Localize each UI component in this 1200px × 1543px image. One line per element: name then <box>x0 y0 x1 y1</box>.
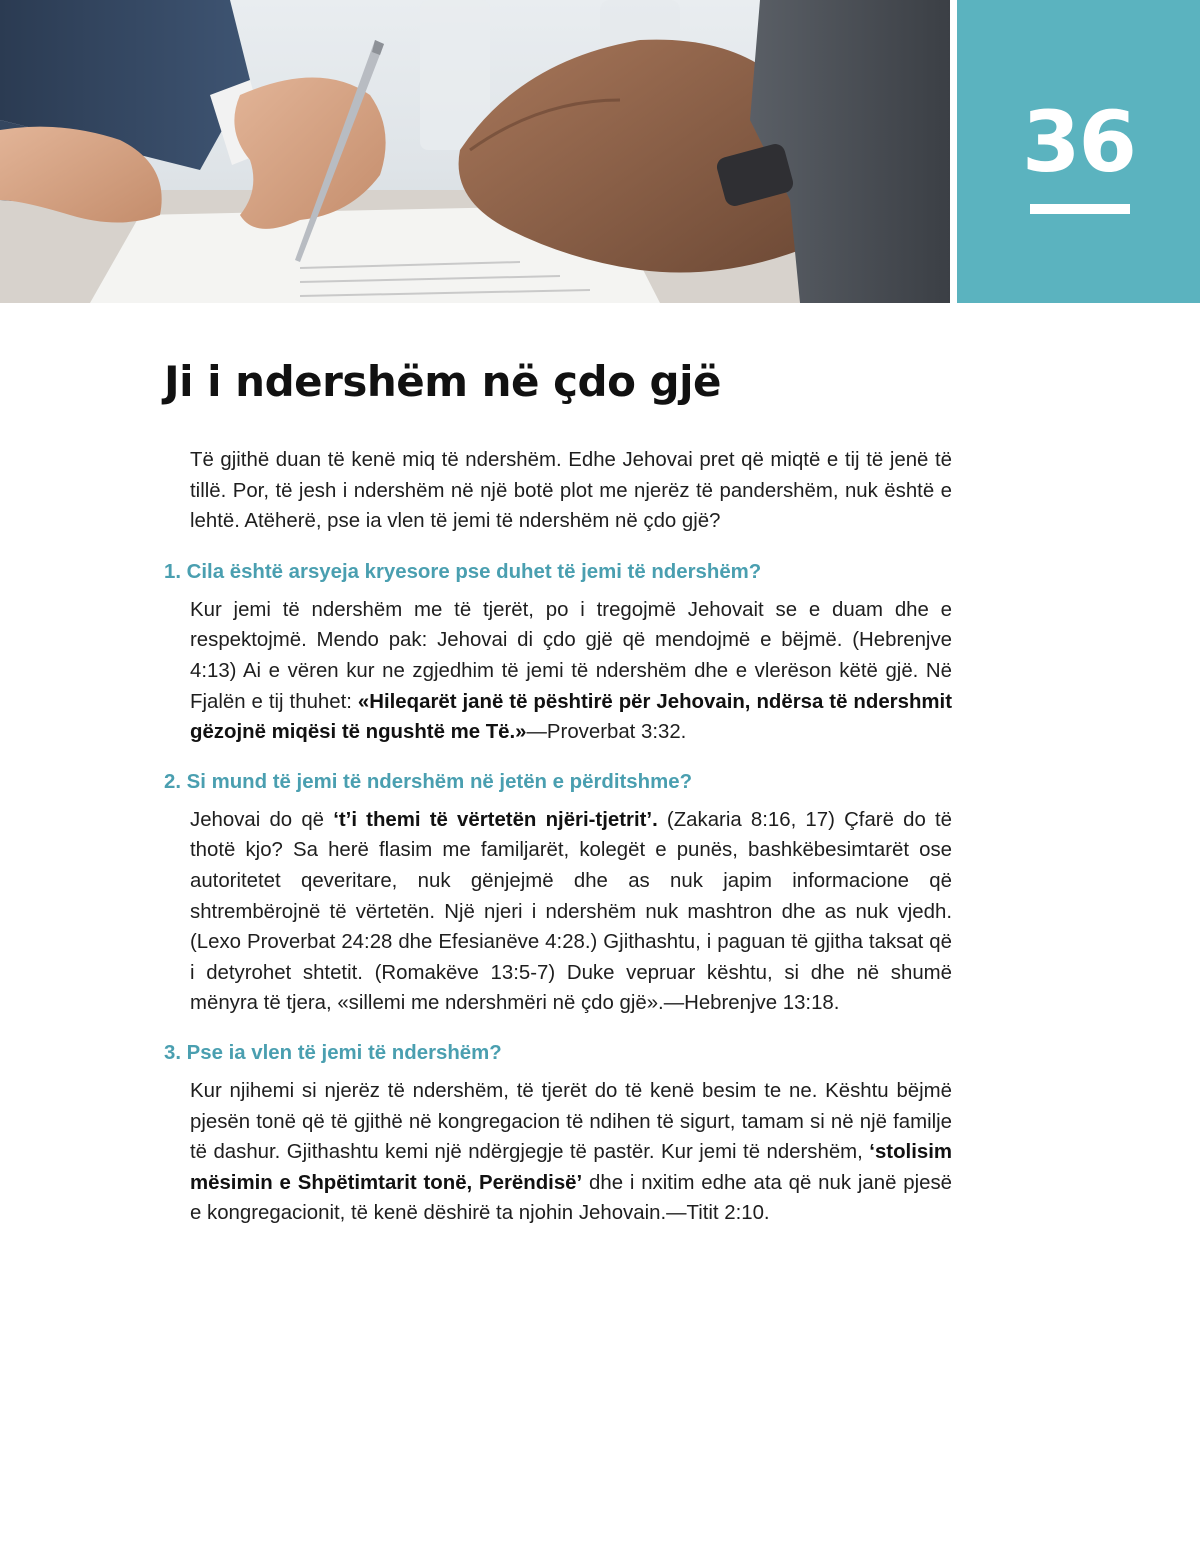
question-2: 2. Si mund të jemi të ndershëm në jetën e përditshme? <box>164 770 693 793</box>
lesson-number-badge <box>957 0 1200 303</box>
question-3: 3. Pse ia vlen të jemi të ndershëm? <box>164 1041 502 1064</box>
hero-photo <box>0 0 950 303</box>
answer-3-text: Kur njihemi si njerëz të ndershëm, të tjerët do të kenë besim te ne. Kështu bëjmë pjesën tonë që të gjithë në kongregacion të ndihen të sigurt, tamam si në një familje të dashur. Gjithashtu kemi një ndërgjegje të pastër. Kur jemi të ndershëm, <box>190 1079 952 1164</box>
question-1: 1. Cila është arsyeja kryesore pse duhet të jemi të ndershëm? <box>164 560 762 583</box>
answer-3 <box>190 1076 952 1229</box>
section-3 <box>164 1038 952 1229</box>
answer-1-reference: —Proverbat 3:32. <box>526 721 687 744</box>
answer-2-scripture: ‘t’i themi të vërtetën njëri-tjetrit’. <box>333 808 658 831</box>
handshake-illustration <box>0 0 950 303</box>
answer-1-scripture: «Hileqarët janë të pështirë për Jehovain, ndërsa të ndershmit gëzojnë miqësi të ngushtë me Të.» <box>190 690 952 744</box>
badge-underline <box>1030 204 1130 214</box>
lesson-number: 36 <box>1022 93 1135 191</box>
answer-2 <box>190 805 952 1019</box>
answer-1-text: Kur jemi të ndershëm me të tjerët, po i tregojmë Jehovait se e duam dhe e respektojmë. Mendo pak: Jehovai di çdo gjë që mendojmë e bëjmë. (Hebrenjve 4:13) Ai e vëren kur ne zgjedhim të jemi të ndershëm dhe e vlerëson këtë gjë. Në Fjalën e tij thuhet: <box>190 598 952 713</box>
page-title: Ji i ndershëm në çdo gjë <box>164 357 721 406</box>
intro-paragraph: Të gjithë duan të kenë miq të ndershëm. Edhe Jehovai pret që miqtë e tij të jenë të tillë. Por, të jesh i ndershëm në një botë plot me njerëz të pandershëm, nuk është e lehtë. Atëherë, pse ia vlen të jemi të ndershëm në çdo gjë? <box>190 449 952 533</box>
answer-3-continuation: dhe i nxitim edhe ata që nuk janë pjesë e kongregacionit, të kenë dëshirë ta njohin Jehovain.—Titit 2:10. <box>190 1171 952 1225</box>
lesson-content <box>164 445 952 1248</box>
section-2 <box>164 767 952 1019</box>
section-1 <box>164 557 952 748</box>
answer-2-text: Jehovai do që <box>190 808 334 831</box>
answer-1 <box>190 595 952 748</box>
answer-3-scripture: ‘stolisim mësimin e Shpëtimtarit tonë, Perëndisë’ <box>190 1141 952 1194</box>
answer-2-continuation: (Zakaria 8:16, 17) Çfarë do të thotë kjo? Sa herë flasim me familjarët, kolegët e punës, bashkëbesimtarët ose autoritetet qeveritare, nuk gënjejmë dhe as nuk japim informacione që shtrembërojnë të vërtetën. Një njeri i ndershëm nuk mashtron dhe as nuk vjedh. (Lexo Proverbat 24:28 dhe Efesianëve 4:28.) Gjithashtu, i paguan të gjitha taksat që i detyrohet shtetit. (Romakëve 13:5-7) Duke vepruar kështu, si dhe në shumë mënyra të tjera, «sillemi me ndershmëri në çdo gjë».—Hebrenjve 13:18. <box>190 808 952 1015</box>
